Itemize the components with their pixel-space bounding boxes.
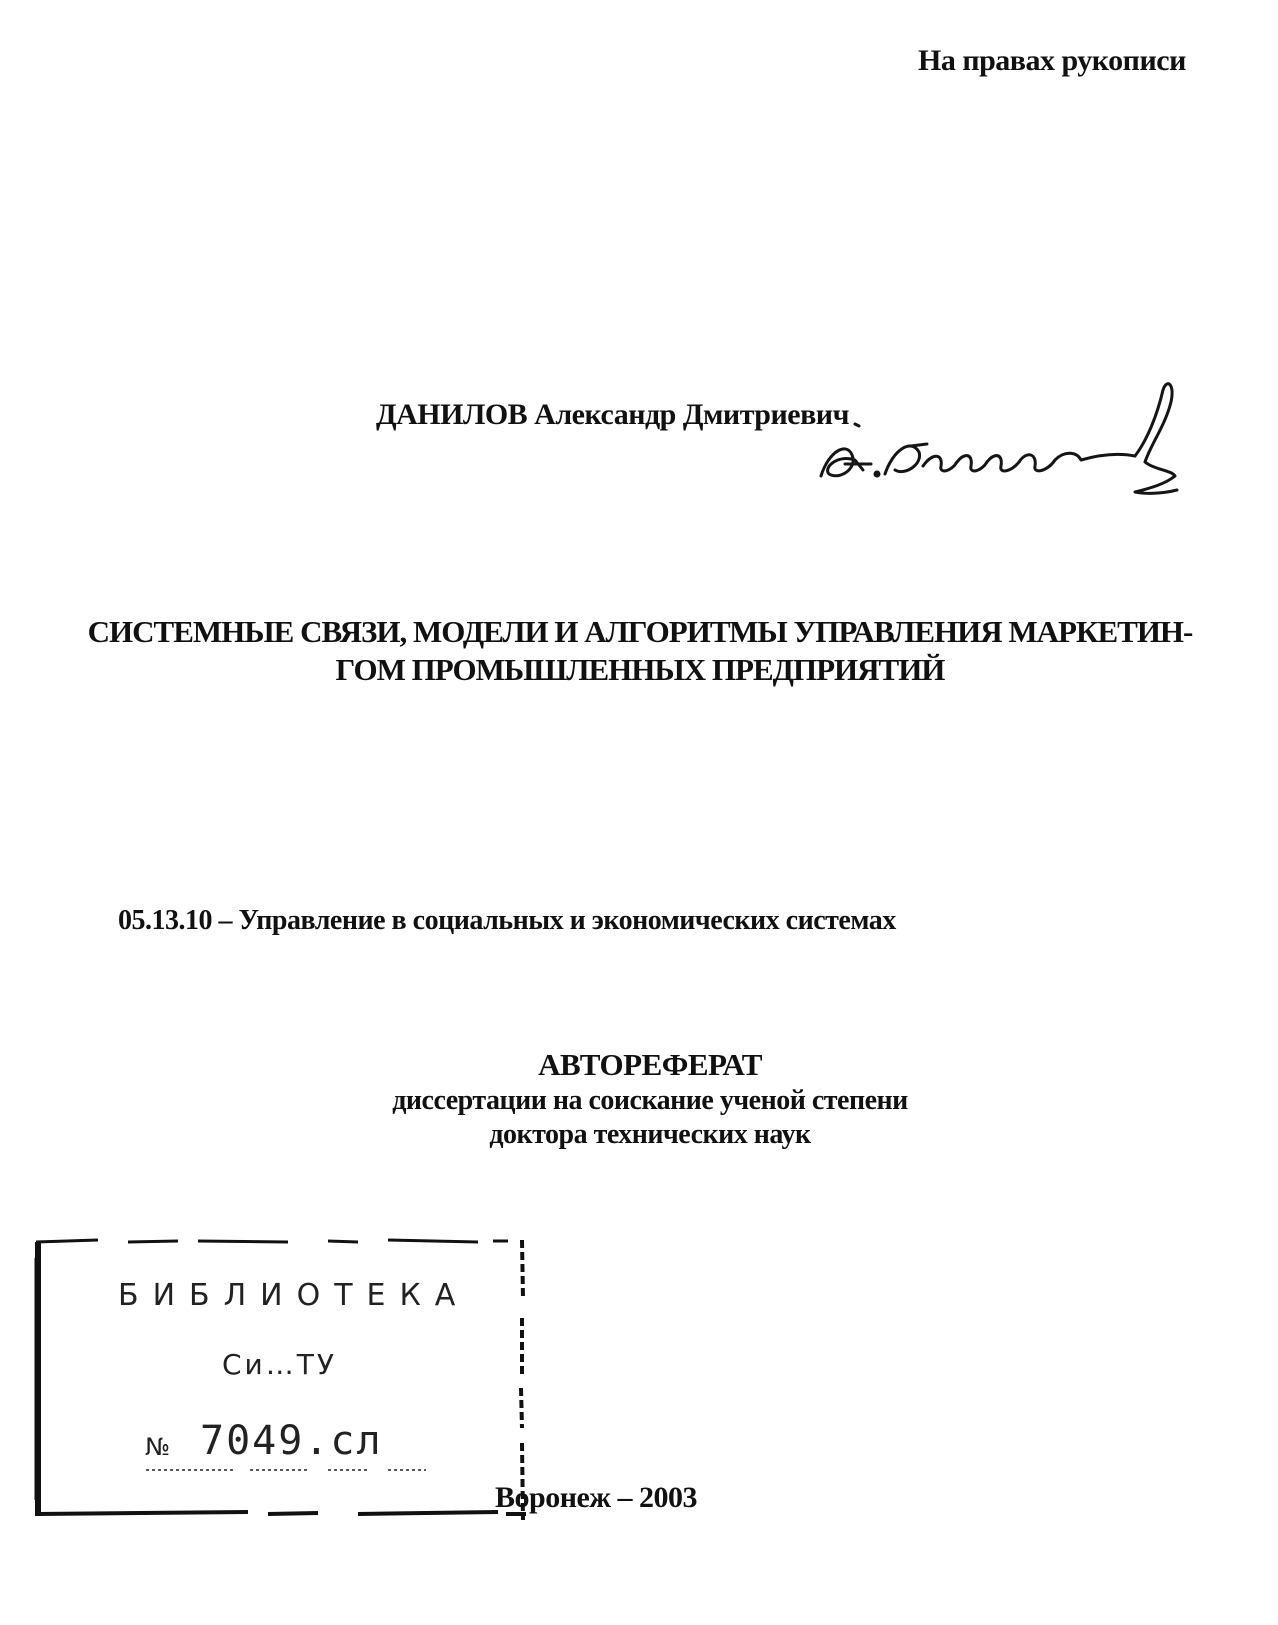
stamp-inventory-number: 7049.сл <box>200 1418 383 1464</box>
stamp-institution-label: Си…ТУ <box>222 1348 337 1381</box>
stamp-number-sign: № <box>145 1433 170 1461</box>
city-year: Воронеж – 2003 <box>495 1481 698 1514</box>
title-line-1: СИСТЕМНЫЕ СВЯЗИ, МОДЕЛИ И АЛГОРИТМЫ УПРАВЛЕНИЯ МАРКЕТИН- <box>87 614 1193 649</box>
abstract-title: АВТОРЕФЕРАТ <box>538 1047 762 1082</box>
specialty-code: 05.13.10 – Управление в социальных и экономических системах <box>118 905 896 936</box>
stamp-library-label: БИБЛИОТЕКА <box>118 1278 470 1313</box>
abstract-line-2: доктора технических наук <box>489 1119 811 1150</box>
author-name: ДАНИЛОВ Александр Дмитриевич <box>376 398 850 431</box>
author-signature <box>815 380 1205 510</box>
abstract-heading <box>200 1046 1100 1152</box>
title-line-2: ГОМ ПРОМЫШЛЕННЫХ ПРЕДПРИЯТИЙ <box>335 652 945 687</box>
manuscript-note: На правах рукописи <box>918 44 1186 77</box>
dissertation-title <box>40 613 1240 689</box>
abstract-line-1: диссертации на соискание ученой степени <box>392 1085 908 1116</box>
